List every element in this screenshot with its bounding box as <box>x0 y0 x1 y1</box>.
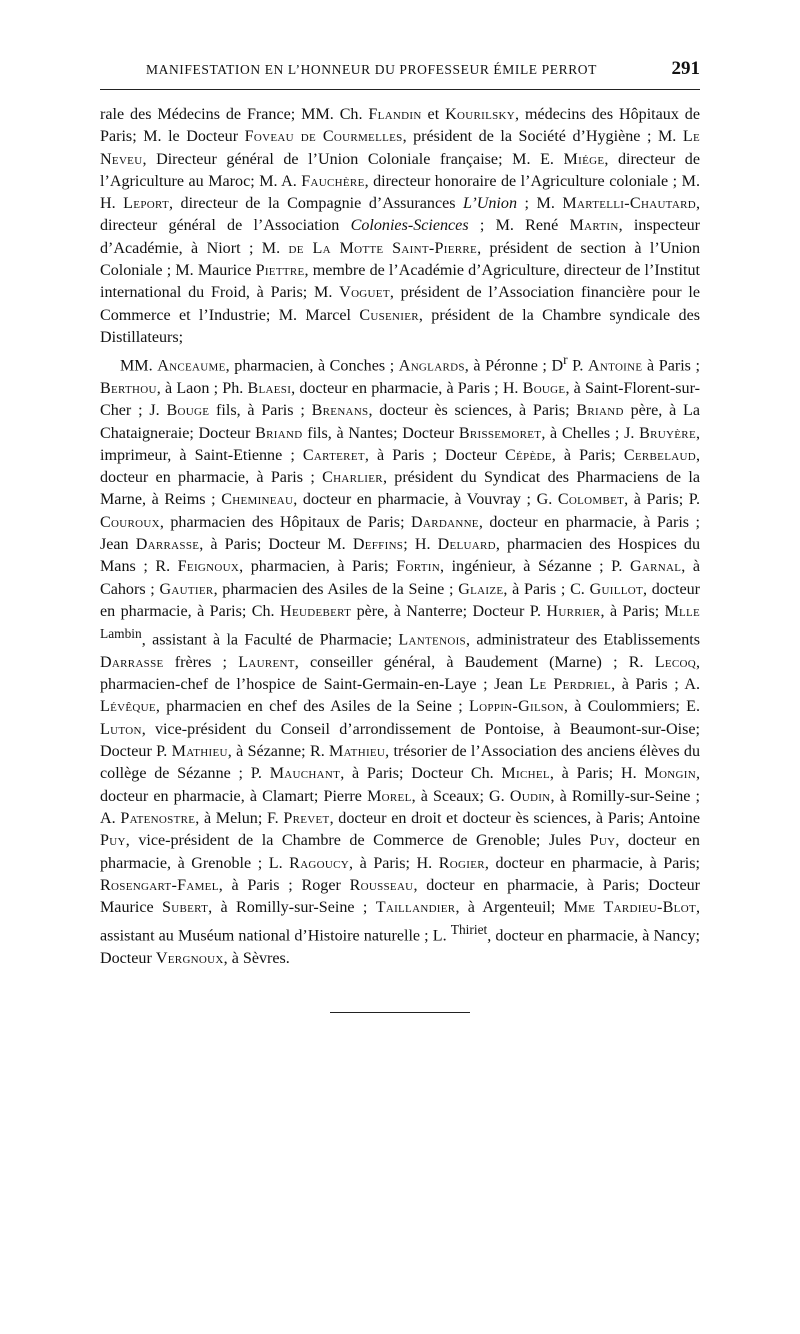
person-name: Briand <box>255 424 303 442</box>
text-run: , directeur de la Compagnie d’Assurances <box>168 195 464 213</box>
text-run: , pharmacien en chef des Asiles de la Seine ; <box>155 698 469 716</box>
superscript: Lambin <box>100 626 142 642</box>
person-name: Ragoucy <box>289 854 350 872</box>
text-run: , médecins des Hôpitaux de Paris; M. le Docteur <box>100 106 700 146</box>
person-name: Briand <box>576 402 624 420</box>
text-run: , pharmacien des Asiles de la Seine ; <box>213 580 459 598</box>
text-run: , trésorier de l’Association des anciens élèves du collège de Sézanne ; P. <box>100 743 701 783</box>
end-rule <box>330 1012 470 1013</box>
text-run: , docteur en pharmacie, à Grenoble ; L. <box>100 832 700 872</box>
text-run: , docteur en pharmacie, à Nancy; Docteur <box>100 927 700 968</box>
text-run: , docteur en pharmacie, à Paris ; H. <box>291 379 523 397</box>
person-name: Colombet <box>557 491 625 509</box>
person-name: Brenans <box>311 402 369 420</box>
text-run: , à Paris ; Docteur <box>364 446 505 464</box>
text-run: , président de la Chambre syndicale des Distillateurs; <box>100 306 700 346</box>
text-run: , à Sceaux; G. <box>411 787 510 805</box>
person-name: Carteret <box>302 446 365 464</box>
person-name: Prevet <box>283 809 330 827</box>
person-name: Couroux <box>100 513 160 531</box>
text-run: , directeur honoraire de l’Agriculture coloniale ; M. H. <box>100 172 700 213</box>
text-run: , conseiller général, à Baudement (Marne) ; R. <box>294 653 655 671</box>
text-run: , à Paris ; C. <box>503 580 590 598</box>
person-name: Charlier <box>322 469 383 487</box>
text-run: , docteur en pharmacie, à Paris; Ch. <box>100 580 700 620</box>
person-name: Anglards <box>398 357 465 375</box>
text-run: , pharmacien-chef de l’hospice de Saint-Germain-en-Laye ; Jean <box>100 653 700 694</box>
text-run: , ingénieur, à Sézanne ; P. <box>439 558 630 576</box>
text-run: , à Argenteuil; M <box>455 899 579 917</box>
person-name: Subert <box>161 899 209 917</box>
text-run: , à Romilly-sur-Seine ; A. <box>100 787 700 827</box>
person-name: Martin <box>569 217 619 235</box>
person-name: Cerbelaud <box>623 446 696 464</box>
text-run: , à Cahors ; <box>100 558 700 598</box>
person-name: Leport <box>123 195 169 213</box>
person-name: Gautier <box>159 580 214 598</box>
text-run: , à Paris; Docteur Ch. <box>340 765 502 783</box>
person-name: Puy <box>589 832 616 850</box>
person-name: Blaesi <box>247 379 292 397</box>
text-run: , à Paris ; A. <box>611 676 700 694</box>
person-name: Kourilsky <box>445 106 516 123</box>
text-run: , à Paris ; Roger <box>218 876 350 894</box>
text-run: , à Coulommiers; E. <box>563 698 700 716</box>
text-run: , à Sézanne; R. <box>227 743 330 761</box>
running-title: MANIFESTATION EN L’HONNEUR DU PROFESSEUR ÉMILE PERROT <box>146 62 597 77</box>
person-name: Mathieu <box>171 743 228 761</box>
text-run: , à Chelles ; J. <box>541 424 640 442</box>
person-name: Cusenier <box>359 306 419 324</box>
person-name: Heudebert <box>280 602 352 620</box>
header-rule <box>100 89 700 90</box>
person-name: Berthou <box>100 379 157 397</box>
text-run: , à Paris; P. <box>624 491 701 509</box>
text-run: ; H. <box>403 536 438 553</box>
text-run: , docteur en pharmacie, à Vouvray ; G. <box>293 491 558 509</box>
text-run: , à Paris; Docteur M. <box>199 536 353 553</box>
person-name: Dardanne <box>411 513 479 531</box>
person-name: Lantenois <box>398 631 466 649</box>
person-name: Tardieu-Blot <box>603 899 696 917</box>
person-name: Vergnoux <box>155 950 224 968</box>
text-run: , pharmacien des Hospices du Mans ; R. <box>100 536 701 576</box>
text-run: et <box>421 106 446 123</box>
person-name: Darrasse <box>135 536 200 553</box>
text-run: , docteur en pharmacie, à Paris ; Jean <box>100 513 700 553</box>
text-run: , à Paris; H. <box>549 765 645 783</box>
paragraph-pharmacists <box>100 349 700 970</box>
text-run: MM. <box>120 357 158 375</box>
person-name: Le Perdriel <box>529 676 612 694</box>
person-name: Fauchère <box>301 172 365 190</box>
text-run: fils, à Nantes; Docteur <box>302 424 459 442</box>
text-run: , à Paris; H. <box>349 854 439 872</box>
person-name: Glaize <box>458 580 504 598</box>
text-run: P. <box>567 357 588 375</box>
text-run: , assistant à la Faculté de Pharmacie; <box>141 631 399 649</box>
text-run: , inspecteur d’Académie, à Niort ; M. <box>100 217 700 257</box>
person-name: Bruyère <box>639 424 696 442</box>
text-run: , à Péronne ; D <box>464 357 564 375</box>
person-name: Hurrier <box>546 602 601 620</box>
text-run: à Paris ; <box>642 357 700 375</box>
person-name: Lecoq <box>654 653 696 671</box>
text-run: fils, à Paris ; <box>209 402 312 420</box>
person-name: Rousseau <box>349 876 414 894</box>
person-name: Oudin <box>509 787 551 805</box>
person-name: Rosengart-Famel <box>100 876 219 894</box>
person-name: Luton <box>100 720 142 738</box>
person-name: Cépède <box>504 446 552 464</box>
text-run: , assistant au Muséum national d’Histoire naturelle ; L. <box>100 899 700 945</box>
text-run: frères ; <box>163 653 239 671</box>
text-run: , pharmacien, à Paris; <box>239 558 397 576</box>
page-number: 291 <box>671 58 700 79</box>
person-name: Lévêque <box>100 698 156 716</box>
person-name: Antoine <box>587 357 643 375</box>
person-name: Taillandier <box>375 899 456 917</box>
text-run: , directeur de l’Agriculture au Maroc; M. A. <box>100 150 700 190</box>
person-name: Bouge <box>166 402 210 420</box>
person-name: Deluard <box>437 536 496 553</box>
person-name: Le Neveu <box>100 128 700 168</box>
text-run: , Directeur général de l’Union Coloniale française; M. E. <box>142 150 564 168</box>
person-name: Puy <box>100 832 126 850</box>
person-name: Garnal <box>629 558 682 576</box>
person-name: Brissemoret <box>458 424 542 442</box>
person-name: Foveau de Courmelles <box>244 128 403 146</box>
text-run: , à Paris; <box>551 446 624 464</box>
text-run: , à Saint-Florent-sur-Cher ; J. <box>100 379 700 420</box>
text-run: , pharmacien des Hôpitaux de Paris; <box>159 513 412 531</box>
text-run: , à Melun; F. <box>195 809 284 827</box>
text-run: , docteur en pharmacie, à Paris; Docteur Maurice <box>100 876 700 917</box>
text-run: , imprimeur, à Saint-Etienne ; <box>100 424 700 464</box>
person-name: Piettre <box>255 262 305 280</box>
text-run: père, à La Chataigneraie; Docteur <box>100 402 700 442</box>
text-run: , pharmacien, à Conches ; <box>225 357 399 375</box>
text-run: père, à Nanterre; Docteur P. <box>351 602 547 620</box>
person-name: Morel <box>367 787 412 805</box>
text-run: , à Paris; M <box>600 602 679 620</box>
text-run: , docteur en droit et docteur ès sciences, à Paris; Antoine <box>329 809 701 827</box>
text-run: ; M. René <box>468 217 570 235</box>
text-run: , administrateur des Etablissements <box>465 631 700 649</box>
person-name: Mongin <box>644 765 696 783</box>
person-name: Miége <box>563 150 605 168</box>
text-run: , à Laon ; Ph. <box>156 379 248 397</box>
text-run: , docteur ès sciences, à Paris; <box>368 402 577 420</box>
italic-title: Colonies-Sciences <box>350 217 469 235</box>
italic-title: L’Union <box>463 195 517 213</box>
person-name: Feignoux <box>177 558 240 576</box>
person-name: Michel <box>501 765 550 783</box>
person-name: lle <box>678 602 700 620</box>
person-name: Guillot <box>589 580 643 598</box>
person-name: Anceaume <box>157 357 226 375</box>
person-name: Bouge <box>522 379 566 397</box>
person-name: Martelli-Chautard <box>562 195 696 213</box>
text-run: , membre de l’Académie d’Agriculture, directeur de l’Institut international du Froid, à Paris; M. <box>100 262 700 302</box>
text-run: ; M. <box>517 195 563 213</box>
paragraph-officials <box>100 104 700 349</box>
text-run: , directeur général de l’Association <box>100 195 700 235</box>
person-name: Laurent <box>238 653 295 671</box>
superscript: r <box>563 352 568 368</box>
person-name: Mauchant <box>269 765 341 783</box>
text-run: , président de l’Association financière pour le Commerce et l’Industrie; M. Marcel <box>100 284 700 324</box>
person-name: Fortin <box>396 558 440 576</box>
text-run: , docteur en pharmacie, à Paris ; <box>100 446 700 487</box>
person-name: Darrasse <box>100 653 164 671</box>
body-text <box>100 104 700 970</box>
text-run: , vice-président du Conseil d’arrondissement de Pontoise, à Beaumont-sur-Oise; Docteur P. <box>100 720 700 761</box>
person-name: me <box>578 899 596 917</box>
text-run: , docteur en pharmacie, à Paris; <box>484 854 700 872</box>
text-run: , président de section à l’Union Coloniale ; M. Maurice <box>100 239 701 280</box>
person-name: Flandin <box>368 106 422 123</box>
text-run: , vice-président de la Chambre de Commerce de Grenoble; Jules <box>125 832 590 850</box>
person-name: Mathieu <box>329 743 386 761</box>
person-name: Rogier <box>438 854 485 872</box>
person-name: Chemineau <box>221 491 294 509</box>
person-name: Patenostre <box>120 809 196 827</box>
page-header <box>100 60 700 86</box>
text-run: , président du Syndicat des Pharmaciens de la Marne, à Reims ; <box>100 469 700 509</box>
text-run <box>595 899 603 916</box>
text-run: , à Romilly-sur-Seine ; <box>208 899 376 917</box>
text-run: , président de la Société d’Hygiène ; M. <box>402 128 683 146</box>
text-run: rale des Médecins de France; MM. Ch. <box>100 106 369 123</box>
text-run: , docteur en pharmacie, à Clamart; Pierre <box>100 765 700 805</box>
person-name: Deffins <box>352 536 404 553</box>
person-name: Loppin-Gilson <box>469 698 564 716</box>
person-name: de La Motte Saint-Pierre <box>288 239 478 257</box>
text-run: , à Sèvres. <box>223 950 290 968</box>
superscript: Thiriet <box>450 922 488 938</box>
person-name: Voguet <box>339 284 390 302</box>
